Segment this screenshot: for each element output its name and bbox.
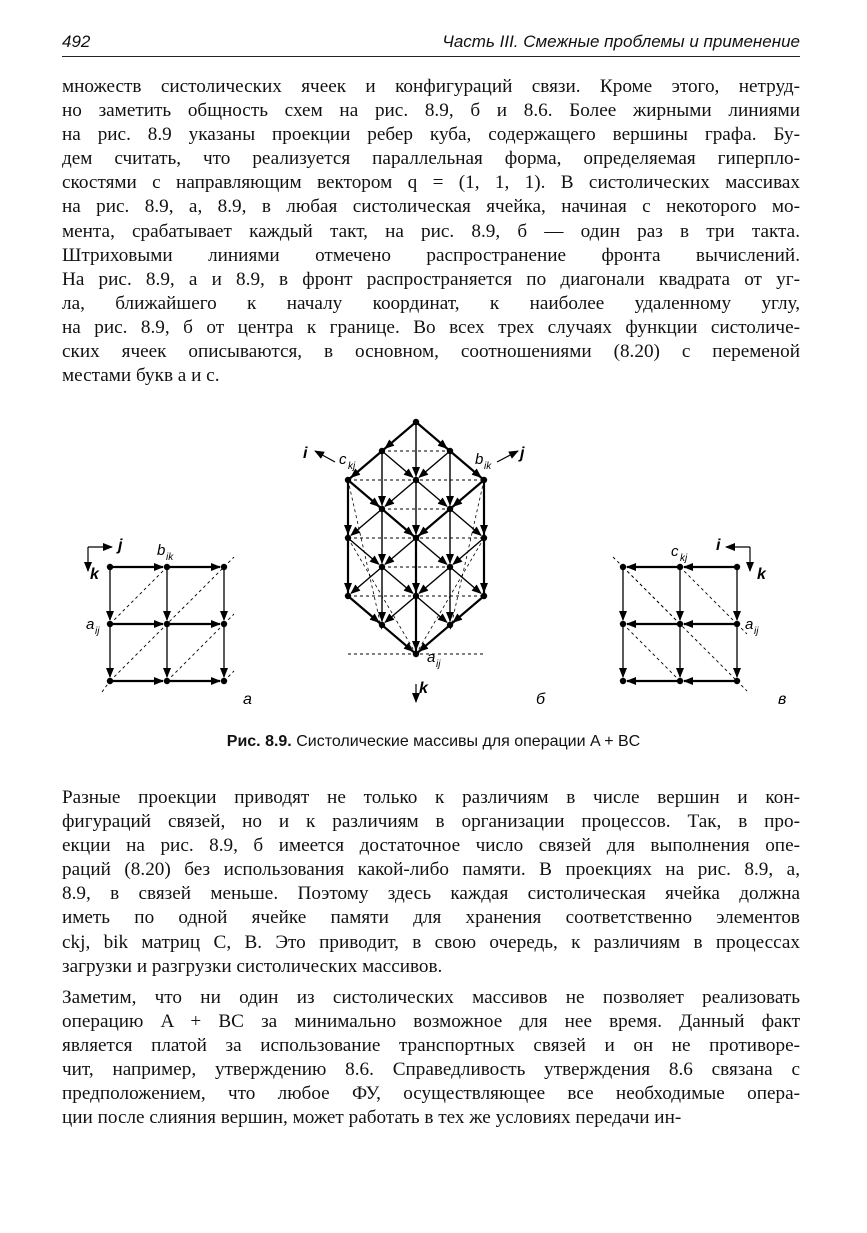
- panel-b-c-sub: kj: [348, 461, 356, 472]
- node: [107, 621, 113, 627]
- node: [221, 564, 227, 570]
- text-line: Штриховыми линиями отмечено распространение фронта вычислений.: [62, 244, 800, 266]
- panel-b-a-label: a: [427, 649, 436, 666]
- panel-a-axis-j: j: [118, 537, 123, 554]
- lattice-link: [382, 451, 413, 477]
- lattice-link: [419, 625, 450, 651]
- lattice-link: [416, 480, 447, 506]
- text-line: местами букв а и с.: [62, 365, 220, 387]
- text-line: ckj, bik матриц C, B. Это приводит, в свою очередь, к различиям в процессах: [62, 931, 800, 953]
- panel-b-b-label: b: [475, 451, 484, 468]
- node: [447, 506, 453, 512]
- lattice-link: [416, 538, 447, 564]
- lattice-link: [351, 451, 382, 477]
- lattice-link: [419, 567, 450, 593]
- panel-v-a-label: a: [745, 616, 754, 633]
- panel-b-label: б: [536, 691, 545, 708]
- node: [481, 593, 487, 599]
- lattice-link: [382, 567, 413, 593]
- panel-a-a-label: a: [86, 616, 95, 633]
- node: [345, 477, 351, 483]
- lattice-link: [453, 538, 484, 564]
- lattice-link: [351, 567, 382, 593]
- lattice-link: [385, 480, 416, 506]
- lattice-link: [419, 509, 450, 535]
- panel-v-a-sub: ij: [754, 626, 759, 637]
- node: [447, 448, 453, 454]
- node: [481, 535, 487, 541]
- lattice-link: [416, 422, 447, 448]
- text-line: ции после слияния вершин, может работать в тех же условиях передачи ин-: [62, 1107, 682, 1129]
- node: [677, 621, 683, 627]
- text-line: мента, срабатывает каждый такт, на рис. 8.9, б — один раз в три такта.: [62, 220, 800, 242]
- front-line: [680, 567, 737, 624]
- node: [620, 621, 626, 627]
- node: [107, 678, 113, 684]
- axis-j-arrow: [497, 451, 518, 462]
- node: [413, 419, 419, 425]
- panel-b-b-sub: ik: [484, 461, 492, 472]
- lattice-link: [419, 451, 450, 477]
- node: [677, 678, 683, 684]
- node: [620, 678, 626, 684]
- node: [413, 477, 419, 483]
- figure-labels: [86, 445, 786, 708]
- text-line: скостями с направляющим вектором q = (1, 1, 1). В систолических массивах: [62, 172, 800, 194]
- node: [107, 564, 113, 570]
- text-line: екции на рис. 8.9, б имеется достаточное число связей для выполнения опе-: [62, 835, 800, 857]
- text-line: ских ячеек описываются, в основном, соотношениями (8.20) с переменой: [62, 341, 800, 363]
- node: [221, 621, 227, 627]
- text-line: является платой за использование транспортных связей и он не противоре-: [62, 1035, 800, 1057]
- systolic-arrays-figure: [0, 405, 867, 735]
- node: [413, 651, 419, 657]
- node: [345, 593, 351, 599]
- node: [677, 564, 683, 570]
- axis-i-arrow: [315, 451, 335, 462]
- text-line: загрузки и разгрузки систолических массивов.: [62, 955, 443, 977]
- lattice-link: [453, 596, 484, 622]
- node: [379, 622, 385, 628]
- node: [164, 621, 170, 627]
- node: [221, 678, 227, 684]
- node: [620, 564, 626, 570]
- text-line: Заметим, что ни один из систолических массивов не позволяет реализовать: [62, 987, 800, 1008]
- text-line: но заметить общность схем на рис. 8.9, б и 8.6. Более жирными линиями: [62, 100, 800, 122]
- panel-b-axis-i: i: [303, 445, 308, 462]
- text-line: предположением, что любое ФУ, осуществляющее все необходимые опера-: [62, 1083, 800, 1105]
- paragraph-2: [62, 786, 800, 979]
- text-line: на рис. 8.9, а, 8.9, в любая систолическая ячейка, начиная с некоторого мо-: [62, 196, 800, 218]
- lattice-link: [385, 596, 416, 622]
- lattice-link: [351, 509, 382, 535]
- front-line: [110, 567, 167, 624]
- panel-a-b-label: b: [157, 542, 166, 559]
- text-line: ла, ближайшего к началу координат, к наиболее удаленному углу,: [62, 292, 800, 314]
- figure-caption-label: Рис. 8.9.: [226, 733, 292, 750]
- front-line: [450, 480, 484, 631]
- node: [447, 622, 453, 628]
- panel-a-diagram: [88, 547, 234, 692]
- lattice-link: [382, 509, 413, 535]
- panel-b-axis-j: j: [520, 445, 525, 462]
- panel-a-axis-k: k: [90, 566, 99, 583]
- lattice-link: [450, 567, 481, 593]
- panel-b-c-label: c: [339, 451, 347, 468]
- text-line: операцию A + BC за минимально возможное для нее время. Данный факт: [62, 1011, 800, 1033]
- node: [734, 564, 740, 570]
- figure-caption-text: Систолические массивы для операции A + BC: [296, 733, 641, 750]
- panel-v-c-sub: kj: [680, 553, 688, 564]
- running-title: Часть III. Смежные проблемы и применение: [442, 32, 800, 51]
- node: [734, 678, 740, 684]
- node: [379, 448, 385, 454]
- figure-8-9: [0, 405, 867, 735]
- text-line: дем считать, что реализуется параллельная форма, определяемая гиперпло-: [62, 148, 800, 170]
- text-line: 8.9, в связей меньше. Поэтому здесь каждая систолическая ячейка должна: [62, 883, 800, 905]
- text-line: Разные проекции приводят не только к различиям в числе вершин и кон-: [62, 787, 800, 808]
- lattice-link: [416, 596, 447, 622]
- lattice-link: [450, 509, 481, 535]
- node: [447, 564, 453, 570]
- text-line: на рис. 8.9, б от центра к границе. Во всех трех случаях функции систоличе-: [62, 316, 800, 338]
- panel-a-b-sub: ik: [166, 552, 174, 563]
- lattice-link: [453, 480, 484, 506]
- node: [413, 593, 419, 599]
- panel-a-label: а: [243, 691, 252, 708]
- lattice-link: [385, 422, 416, 448]
- panel-v-axis-i: i: [716, 537, 721, 554]
- text-line: На рис. 8.9, а и 8.9, в фронт распространяется по диагонали квадрата от уг-: [62, 268, 800, 290]
- node: [379, 506, 385, 512]
- lattice-link: [348, 596, 379, 622]
- node: [413, 535, 419, 541]
- panel-v-axis-k: k: [757, 566, 766, 583]
- front-line: [348, 480, 382, 631]
- lattice-link: [348, 480, 379, 506]
- panel-a-a-sub: ij: [95, 626, 100, 637]
- page-number: 492: [62, 32, 91, 51]
- page-header: [62, 30, 800, 57]
- paragraph-3: [62, 986, 800, 1131]
- node: [379, 564, 385, 570]
- front-line: [623, 624, 680, 681]
- text-line: раций (8.20) без использования какой-либо памяти. В проекциях на рис. 8.9, а,: [62, 859, 800, 881]
- paragraph-1: [62, 75, 800, 388]
- figure-caption: [0, 733, 867, 751]
- node: [164, 564, 170, 570]
- lattice-link: [385, 538, 416, 564]
- panel-v-label: в: [778, 691, 787, 708]
- lattice-link: [382, 625, 413, 651]
- node: [164, 678, 170, 684]
- node: [481, 477, 487, 483]
- panel-v-c-label: c: [671, 543, 679, 560]
- front-line: [167, 624, 224, 681]
- text-line: иметь по одной ячейке памяти для хранения соответственно элементов: [62, 907, 800, 929]
- text-line: на рис. 8.9 указаны проекции ребер куба, содержащего вершины графа. Бу-: [62, 124, 800, 146]
- text-line: чит, например, утверждению 8.6. Справедливость утверждения 8.6 связана с: [62, 1059, 800, 1081]
- text-line: множеств систолических ячеек и конфигураций связи. Кроме этого, нетруд-: [62, 76, 800, 97]
- panel-b-a-sub: ij: [436, 659, 441, 670]
- panel-v-diagram: [613, 547, 750, 691]
- panel-b-axis-k: k: [419, 680, 428, 697]
- text-line: фигураций связей, но и к различиям в организации процессов. Так, в про-: [62, 811, 800, 833]
- lattice-link: [348, 538, 379, 564]
- node: [734, 621, 740, 627]
- node: [345, 535, 351, 541]
